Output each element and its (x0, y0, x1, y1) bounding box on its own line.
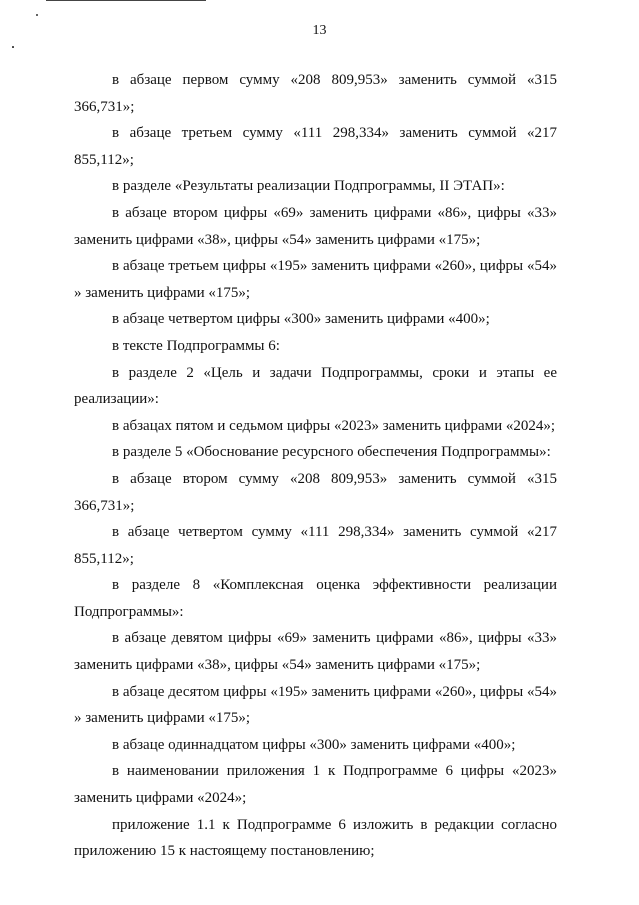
scan-speck (36, 14, 38, 16)
paragraph: приложение 1.1 к Подпрограмме 6 изложить в редакции согласно приложению 15 к настоящему постановлению; (74, 816, 557, 860)
paragraph: в абзаце десятом цифры «195» заменить цифрами «260», цифры «54» » заменить цифрами «175»; (74, 683, 557, 727)
paragraph: в разделе «Результаты реализации Подпрограммы, II ЭТАП»: (112, 178, 505, 195)
paragraph: в абзаце первом сумму «208 809,953» заменить суммой «315 366,731»; (74, 72, 557, 115)
paragraph: в абзаце втором сумму «208 809,953» заменить суммой «315 366,731»; (74, 470, 557, 514)
paragraph: в абзаце четвертом сумму «111 298,334» заменить суммой «217 855,112»; (74, 524, 557, 567)
paragraph: в абзацах пятом и седьмом цифры «2023» заменить цифрами «2024»; (112, 417, 556, 434)
paragraph: в абзаце одиннадцатом цифры «300» заменить цифрами «400»; (112, 736, 516, 753)
paragraph: в абзаце четвертом цифры «300» заменить цифрами «400»; (112, 311, 490, 328)
document-body (74, 67, 557, 865)
page-number: 13 (312, 23, 327, 38)
paragraph: в разделе 8 «Комплексная оценка эффективности реализации Подпрограммы»: (74, 577, 557, 620)
paragraph: в абзаце втором цифры «69» заменить цифрами «86», цифры «33» заменить цифрами «38», цифры «54» заменить цифрами «175»; (74, 204, 557, 248)
scan-speck (12, 46, 14, 48)
paragraph: в абзаце девятом цифры «69» заменить цифрами «86», цифры «33» заменить цифрами «38», цифры «54» заменить цифрами «175»; (74, 630, 557, 674)
paragraph: в разделе 2 «Цель и задачи Подпрограммы, сроки и этапы ее реализации»: (74, 364, 557, 408)
paragraph: в разделе 5 «Обоснование ресурсного обеспечения Подпрограммы»: (112, 444, 551, 461)
paragraph: в тексте Подпрограммы 6: (112, 337, 280, 354)
paragraph: в абзаце третьем сумму «111 298,334» заменить суммой «217 855,112»; (74, 125, 557, 168)
top-edge-rule (46, 0, 206, 1)
paragraph: в абзаце третьем цифры «195» заменить цифрами «260», цифры «54» » заменить цифрами «175»; (74, 258, 557, 301)
paragraph: в наименовании приложения 1 к Подпрограмме 6 цифры «2023» заменить цифрами «2024»; (74, 763, 557, 807)
